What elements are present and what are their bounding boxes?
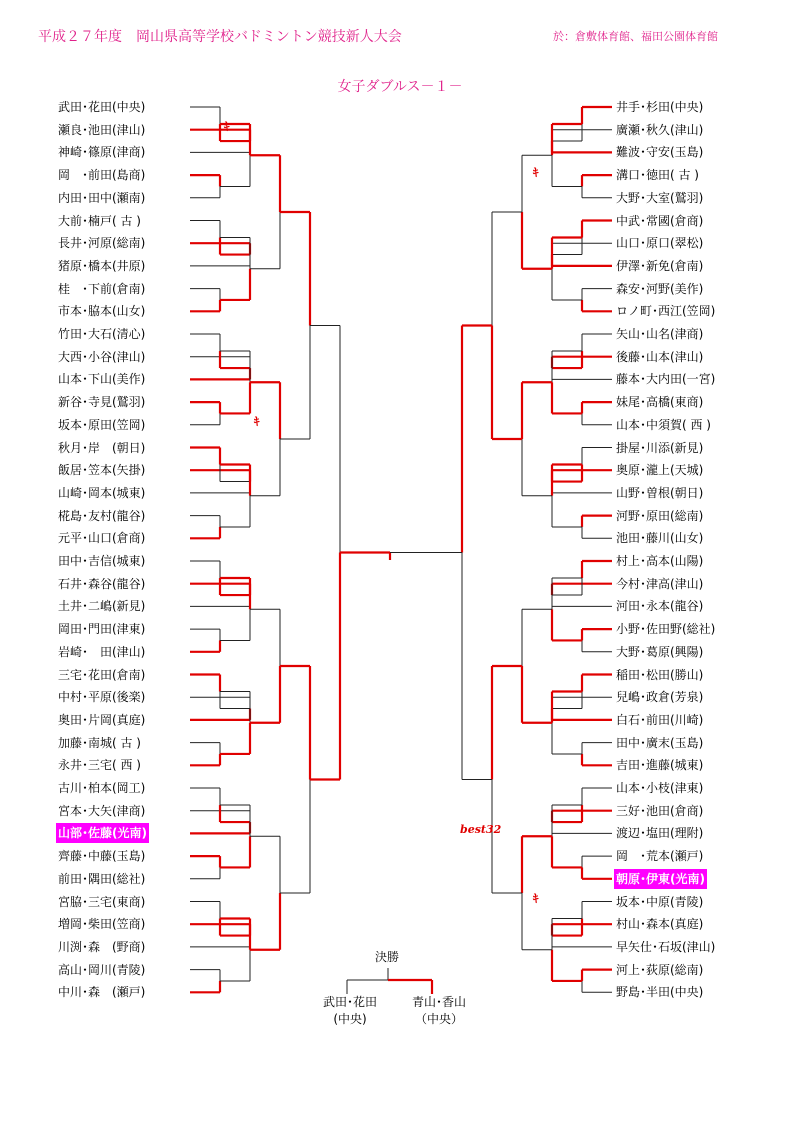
entry-left-11: 竹田･大石(清心) <box>58 327 146 341</box>
entry-left-31: 古川･柏本(岡工) <box>58 781 146 795</box>
page-title: 平成２７年度 岡山県高等学校バドミントン競技新人大会 <box>38 29 402 45</box>
entry-left-4: 岡 ･前田(島商) <box>58 168 146 183</box>
entry-right-22: 今村･津高(津山) <box>616 576 704 591</box>
entry-left-18: 山崎･岡本(城東) <box>58 485 146 500</box>
entry-right-31: 山本･小枝(津東) <box>616 781 704 795</box>
entry-left-15: 坂本･原田(笠岡) <box>58 417 146 432</box>
entry-right-9: 森安･河野(美作) <box>616 281 704 296</box>
entry-right-16: 掛屋･川添(新見) <box>616 440 704 455</box>
entry-right-24: 小野･佐田野(総社) <box>616 622 716 637</box>
entry-right-18: 山野･曽根(朝日) <box>616 485 704 500</box>
entry-right-35: 朝原･伊東(光南) <box>614 869 707 889</box>
entry-right-13: 藤本･大内田(一宮) <box>616 372 716 387</box>
entry-left-37: 増岡･柴田(笠商) <box>58 917 146 932</box>
entry-left-12: 大西･小谷(津山) <box>58 349 146 364</box>
entry-left-17: 飯居･笠本(矢掛) <box>58 463 146 478</box>
entry-left-40: 中川･森 (瀬戸) <box>58 985 146 1000</box>
entry-right-27: 兒嶋･政倉(芳泉) <box>616 690 704 705</box>
entry-left-24: 岡田･門田(津東) <box>58 622 146 637</box>
entry-left-7: 長井･河原(総南) <box>58 236 146 251</box>
kiken-mark-right-2: ｷ <box>533 892 539 905</box>
entry-left-19: 椛島･友村(龍谷) <box>58 508 146 523</box>
entry-right-28: 白石･前田(川崎) <box>616 712 704 727</box>
entry-right-34: 岡 ･荒本(瀬戸) <box>616 849 704 864</box>
entry-right-25: 大野･葛原(興陽) <box>616 644 704 659</box>
entry-left-34: 齊藤･中藤(玉島) <box>58 849 146 864</box>
entry-right-2: 廣瀬･秋久(津山) <box>616 122 704 137</box>
entry-right-23: 河田･永本(龍谷) <box>616 599 704 614</box>
entry-right-40: 野島･半田(中央) <box>616 985 704 1000</box>
entry-left-2: 瀬良･池田(津山) <box>58 122 146 137</box>
entry-right-26: 稲田･松田(勝山) <box>616 667 704 682</box>
entry-left-3: 神崎･篠原(津商) <box>58 145 146 160</box>
entry-left-16: 秋月･岸 (朝日) <box>58 440 146 455</box>
entry-right-4: 溝口･徳田( 古 ) <box>616 168 699 183</box>
entry-right-3: 難波･守安(玉島) <box>616 145 704 160</box>
entry-left-5: 内田･田中(瀬南) <box>58 190 146 205</box>
venue-label: 於：倉敷体育館、福田公園体育館 <box>553 30 718 43</box>
entry-right-19: 河野･原田(総南) <box>616 508 704 523</box>
entry-left-23: 土井･二嶋(新見) <box>58 599 146 614</box>
entry-left-33: 山部･佐藤(光南) <box>56 823 149 843</box>
entry-right-11: 矢山･山名(津商) <box>616 327 704 341</box>
entry-right-33: 渡辺･塩田(理附) <box>616 826 704 841</box>
finalist-right-names: 青山･香山 <box>411 995 466 1009</box>
entry-right-1: 井手･杉田(中央) <box>616 100 704 114</box>
best32-label: best32 <box>460 823 502 836</box>
entry-left-6: 大前･楠戸( 古 ) <box>58 213 141 228</box>
entry-left-39: 高山･岡川(青陵) <box>58 962 146 977</box>
entry-left-27: 中村･平原(後楽) <box>58 690 146 705</box>
entry-right-14: 妹尾･高橋(東商) <box>616 395 704 410</box>
entry-left-8: 猪原･橋本(井原) <box>58 258 146 273</box>
entry-left-10: 市本･脇本(山女) <box>58 304 146 319</box>
entry-left-26: 三宅･花田(倉南) <box>58 667 146 682</box>
entry-right-12: 後藤･山本(津山) <box>616 349 704 364</box>
entry-right-30: 吉田･進藤(城東) <box>616 758 704 773</box>
entry-right-36: 坂本･中原(青陵) <box>616 894 704 909</box>
entry-right-20: 池田･藤川(山女) <box>616 531 704 546</box>
entry-left-36: 宮脇･三宅(東商) <box>58 894 146 909</box>
entry-right-6: 中武･常國(倉商) <box>616 213 704 228</box>
kiken-mark-right-1: ｷ <box>533 166 539 179</box>
entry-right-39: 河上･荻原(総南) <box>616 962 704 977</box>
entry-right-29: 田中･廣末(玉島) <box>616 735 704 750</box>
entry-right-10: ロノ町･西江(笠岡) <box>616 304 716 319</box>
entry-left-20: 元平･山口(倉商) <box>58 531 146 546</box>
entry-left-28: 奥田･片岡(真庭) <box>58 712 146 727</box>
entry-left-21: 田中･吉信(城東) <box>58 554 146 568</box>
entry-left-22: 石井･森谷(龍谷) <box>58 576 146 591</box>
finalist-right <box>394 994 484 1028</box>
entry-left-29: 加藤･南城( 古 ) <box>58 735 141 750</box>
entry-left-38: 川渕･森 (野商) <box>58 939 146 954</box>
entry-left-1: 武田･花田(中央) <box>58 100 146 114</box>
entry-left-30: 永井･三宅( 西 ) <box>58 758 141 773</box>
entry-right-7: 山口･原口(翠松) <box>616 236 704 251</box>
finalist-left-school: (中央) <box>333 1012 367 1026</box>
finalist-right-school: （中央） <box>414 1012 463 1026</box>
entry-left-35: 前田･隅田(総社) <box>58 871 146 886</box>
entry-right-32: 三好･池田(倉商) <box>616 803 704 818</box>
entry-left-13: 山本･下山(美作) <box>58 372 146 387</box>
event-title: 女子ダブルス－１－ <box>337 79 463 95</box>
entry-left-14: 新谷･寺見(鷲羽) <box>58 395 146 410</box>
entry-right-17: 奥原･瀧上(天城) <box>616 463 704 478</box>
kiken-mark-left-2: ｷ <box>254 415 260 428</box>
entry-right-21: 村上･高本(山陽) <box>616 554 704 568</box>
entry-left-25: 岩崎･ 田(津山) <box>58 644 146 659</box>
entry-right-38: 早矢仕･石坂(津山) <box>616 939 716 954</box>
kiken-mark-left-1: ｷ <box>224 120 230 133</box>
finalist-left <box>305 994 395 1028</box>
entry-right-8: 伊澤･新免(倉南) <box>616 258 704 273</box>
entry-right-15: 山本･中須賀( 西 ) <box>616 417 711 432</box>
entry-left-32: 宮本･大矢(津商) <box>58 803 146 818</box>
finalist-left-names: 武田･花田 <box>322 995 377 1009</box>
entry-left-9: 桂 ･下前(倉南) <box>58 281 146 296</box>
entry-right-5: 大野･大室(鷲羽) <box>616 190 704 205</box>
final-title: 決勝 <box>375 950 400 964</box>
entry-right-37: 村山･森本(真庭) <box>616 917 704 932</box>
